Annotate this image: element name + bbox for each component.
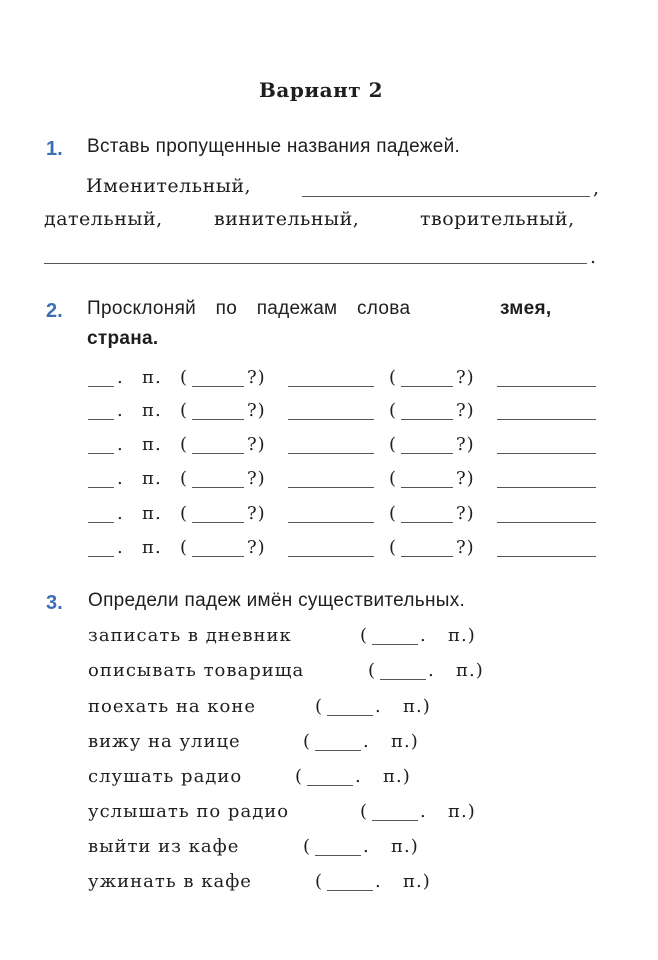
question-blank-2[interactable] xyxy=(401,386,453,387)
word-blank-2[interactable] xyxy=(497,522,596,523)
question-open-1: ( xyxy=(180,537,189,558)
case-open-paren: ( xyxy=(315,696,324,717)
question-close-2: ?) xyxy=(456,434,475,455)
case-answer-blank[interactable] xyxy=(380,679,426,680)
word-blank-1[interactable] xyxy=(288,453,374,454)
case-dot: . xyxy=(363,731,370,752)
case-dot: . xyxy=(355,766,362,787)
case-dot: . xyxy=(375,871,382,892)
case-dot: . xyxy=(117,503,124,524)
task2-words: змея, xyxy=(500,298,552,319)
case-open-paren: ( xyxy=(315,871,324,892)
question-close-2: ?) xyxy=(456,503,475,524)
question-open-2: ( xyxy=(389,468,398,489)
question-close-1: ?) xyxy=(247,503,266,524)
word-blank-1[interactable] xyxy=(288,487,374,488)
question-open-1: ( xyxy=(180,468,189,489)
case-abbrev: п. xyxy=(142,468,162,489)
question-close-1: ?) xyxy=(247,434,266,455)
case-open-paren: ( xyxy=(295,766,304,787)
case-answer-blank[interactable] xyxy=(315,750,361,751)
question-close-2: ?) xyxy=(456,400,475,421)
case-dot: . xyxy=(420,801,427,822)
task1-word-instrumental: творительный, xyxy=(420,208,575,230)
case-answer-blank[interactable] xyxy=(372,820,418,821)
task1-instruction: Вставь пропущенные названия падежей. xyxy=(87,136,461,157)
question-blank-1[interactable] xyxy=(192,487,244,488)
case-dot: . xyxy=(117,468,124,489)
task2-instruction: Просклоняй по падежам слова xyxy=(87,298,411,319)
case-suffix: п.) xyxy=(448,801,476,822)
word-blank-2[interactable] xyxy=(497,419,596,420)
question-close-2: ?) xyxy=(456,367,475,388)
case-dot: . xyxy=(420,625,427,646)
case-dot: . xyxy=(117,400,124,421)
task3-number: 3. xyxy=(46,592,63,614)
phrase-text: поехать на коне xyxy=(88,696,257,717)
question-blank-1[interactable] xyxy=(192,453,244,454)
question-open-2: ( xyxy=(389,367,398,388)
phrase-text: вижу на улице xyxy=(88,731,241,752)
task1-number: 1. xyxy=(46,138,63,160)
phrase-text: услышать по радио xyxy=(88,801,290,822)
question-blank-1[interactable] xyxy=(192,522,244,523)
phrase-text: записать в дневник xyxy=(88,625,292,646)
case-number-blank[interactable] xyxy=(88,453,114,454)
question-close-1: ?) xyxy=(247,367,266,388)
question-open-1: ( xyxy=(180,367,189,388)
case-dot: . xyxy=(117,537,124,558)
task3-instruction: Определи падеж имён существительных. xyxy=(88,590,466,611)
case-number-blank[interactable] xyxy=(88,522,114,523)
case-answer-blank[interactable] xyxy=(327,890,373,891)
task2-number: 2. xyxy=(46,300,63,322)
question-close-1: ?) xyxy=(247,537,266,558)
case-abbrev: п. xyxy=(142,503,162,524)
question-open-2: ( xyxy=(389,503,398,524)
case-dot: . xyxy=(117,434,124,455)
case-suffix: п.) xyxy=(403,871,431,892)
case-answer-blank[interactable] xyxy=(307,785,353,786)
case-open-paren: ( xyxy=(360,801,369,822)
case-suffix: п.) xyxy=(403,696,431,717)
case-number-blank[interactable] xyxy=(88,556,114,557)
case-answer-blank[interactable] xyxy=(315,855,361,856)
task1-word-dative: дательный, xyxy=(44,208,163,230)
case-number-blank[interactable] xyxy=(88,386,114,387)
question-blank-1[interactable] xyxy=(192,386,244,387)
question-close-2: ?) xyxy=(456,537,475,558)
case-dot: . xyxy=(117,367,124,388)
case-dot: . xyxy=(363,836,370,857)
question-open-1: ( xyxy=(180,400,189,421)
case-open-paren: ( xyxy=(303,836,312,857)
case-suffix: п.) xyxy=(383,766,411,787)
question-close-1: ?) xyxy=(247,400,266,421)
case-number-blank[interactable] xyxy=(88,419,114,420)
question-open-1: ( xyxy=(180,503,189,524)
word-blank-1[interactable] xyxy=(288,386,374,387)
word-blank-1[interactable] xyxy=(288,522,374,523)
task1-word-nominative: Именительный, xyxy=(86,175,252,197)
question-blank-2[interactable] xyxy=(401,453,453,454)
word-blank-2[interactable] xyxy=(497,453,596,454)
task2-words-2: страна. xyxy=(87,328,159,349)
case-dot: . xyxy=(375,696,382,717)
case-abbrev: п. xyxy=(142,434,162,455)
question-open-2: ( xyxy=(389,434,398,455)
phrase-text: выйти из кафе xyxy=(88,836,240,857)
case-open-paren: ( xyxy=(360,625,369,646)
case-suffix: п.) xyxy=(391,731,419,752)
case-suffix: п.) xyxy=(448,625,476,646)
phrase-text: слушать радио xyxy=(88,766,243,787)
question-open-2: ( xyxy=(389,537,398,558)
case-abbrev: п. xyxy=(142,367,162,388)
case-answer-blank[interactable] xyxy=(372,644,418,645)
question-blank-2[interactable] xyxy=(401,522,453,523)
page-title: Вариант 2 xyxy=(259,78,384,102)
case-suffix: п.) xyxy=(391,836,419,857)
question-close-2: ?) xyxy=(456,468,475,489)
task1-word-accusative: винительный, xyxy=(214,208,360,230)
question-blank-1[interactable] xyxy=(192,419,244,420)
task1-period: . xyxy=(590,246,597,268)
word-blank-1[interactable] xyxy=(288,419,374,420)
word-blank-1[interactable] xyxy=(288,556,374,557)
word-blank-2[interactable] xyxy=(497,386,596,387)
task1-blank-2[interactable] xyxy=(44,263,587,264)
task1-comma: , xyxy=(593,177,600,199)
case-open-paren: ( xyxy=(368,660,377,681)
question-blank-2[interactable] xyxy=(401,419,453,420)
question-blank-1[interactable] xyxy=(192,556,244,557)
question-blank-2[interactable] xyxy=(401,556,453,557)
task1-blank-1[interactable] xyxy=(302,196,590,197)
case-dot: . xyxy=(428,660,435,681)
case-abbrev: п. xyxy=(142,400,162,421)
question-open-1: ( xyxy=(180,434,189,455)
case-number-blank[interactable] xyxy=(88,487,114,488)
question-open-2: ( xyxy=(389,400,398,421)
question-close-1: ?) xyxy=(247,468,266,489)
case-answer-blank[interactable] xyxy=(327,715,373,716)
case-open-paren: ( xyxy=(303,731,312,752)
case-suffix: п.) xyxy=(456,660,484,681)
phrase-text: ужинать в кафе xyxy=(88,871,252,892)
phrase-text: описывать товарища xyxy=(88,660,305,681)
word-blank-2[interactable] xyxy=(497,487,596,488)
question-blank-2[interactable] xyxy=(401,487,453,488)
word-blank-2[interactable] xyxy=(497,556,596,557)
case-abbrev: п. xyxy=(142,537,162,558)
